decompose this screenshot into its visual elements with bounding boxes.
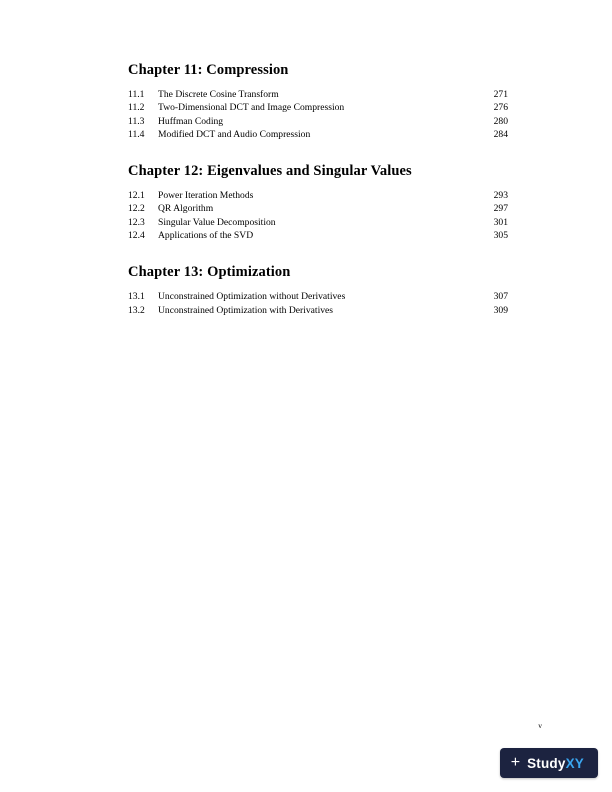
- toc-entry-title: Singular Value Decomposition: [158, 216, 276, 228]
- chapter-block: [128, 62, 508, 141]
- toc-entry-title: Modified DCT and Audio Compression: [158, 128, 311, 140]
- toc-entry-page: 309: [493, 304, 508, 316]
- toc-entry-number: 12.2: [128, 203, 145, 215]
- toc-entry-page: 280: [493, 115, 508, 127]
- chapter-block: [128, 264, 508, 317]
- brand-accent: XY: [565, 755, 584, 771]
- toc-entry-title: Unconstrained Optimization without Derivatives: [158, 291, 346, 303]
- chapter-block: [128, 163, 508, 242]
- chapter-entries: [128, 189, 508, 242]
- toc-entry-page: 305: [493, 230, 508, 242]
- toc-entry: [128, 216, 508, 229]
- chapter-entries: [128, 88, 508, 141]
- toc-entry-number: 13.1: [128, 291, 145, 303]
- toc-entry-page: 276: [493, 102, 508, 114]
- toc-entry: [128, 290, 508, 303]
- toc-entry: [128, 229, 508, 242]
- brand-label: [527, 756, 584, 771]
- toc-entry-page: 297: [493, 203, 508, 215]
- chapter-heading: Chapter 12: Eigenvalues and Singular Values: [128, 163, 412, 180]
- chapter-entries: [128, 290, 508, 317]
- toc-entry-title: QR Algorithm: [158, 203, 214, 215]
- toc-entry-title: Applications of the SVD: [158, 230, 254, 242]
- table-of-contents: [128, 62, 508, 317]
- toc-entry: [128, 88, 508, 101]
- toc-entry-title: Unconstrained Optimization with Derivatives: [158, 304, 334, 316]
- studyxy-watermark[interactable]: [500, 748, 598, 778]
- toc-entry-page: 271: [493, 89, 508, 100]
- toc-entry: [128, 304, 508, 317]
- toc-entry: [128, 101, 508, 114]
- toc-entry-title: Two-Dimensional DCT and Image Compression: [158, 102, 345, 114]
- toc-entry-number: 11.1: [128, 89, 145, 100]
- toc-entry-number: 12.4: [128, 230, 145, 242]
- toc-entry-page: 284: [493, 128, 508, 140]
- chapter-heading: Chapter 11: Compression: [128, 62, 289, 78]
- toc-entry-number: 12.1: [128, 190, 145, 202]
- chapter-heading: Chapter 13: Optimization: [128, 264, 291, 281]
- toc-entry-title: Huffman Coding: [158, 115, 224, 127]
- toc-entry-title: Power Iteration Methods: [158, 190, 254, 202]
- toc-entry: [128, 115, 508, 128]
- toc-entry: [128, 202, 508, 215]
- page-number: v: [538, 721, 542, 730]
- toc-entry-number: 13.2: [128, 304, 145, 316]
- toc-entry-title: The Discrete Cosine Transform: [158, 89, 279, 100]
- plus-icon: +: [510, 754, 521, 771]
- toc-entry-page: 307: [493, 291, 508, 303]
- toc-entry-number: 11.2: [128, 102, 145, 114]
- toc-entry-number: 12.3: [128, 216, 145, 228]
- toc-entry-page: 293: [493, 190, 508, 202]
- toc-entry: [128, 128, 508, 141]
- brand-main: Study: [527, 755, 566, 771]
- toc-entry: [128, 189, 508, 202]
- toc-entry-number: 11.3: [128, 115, 145, 127]
- toc-entry-page: 301: [493, 216, 508, 228]
- toc-entry-number: 11.4: [128, 128, 145, 140]
